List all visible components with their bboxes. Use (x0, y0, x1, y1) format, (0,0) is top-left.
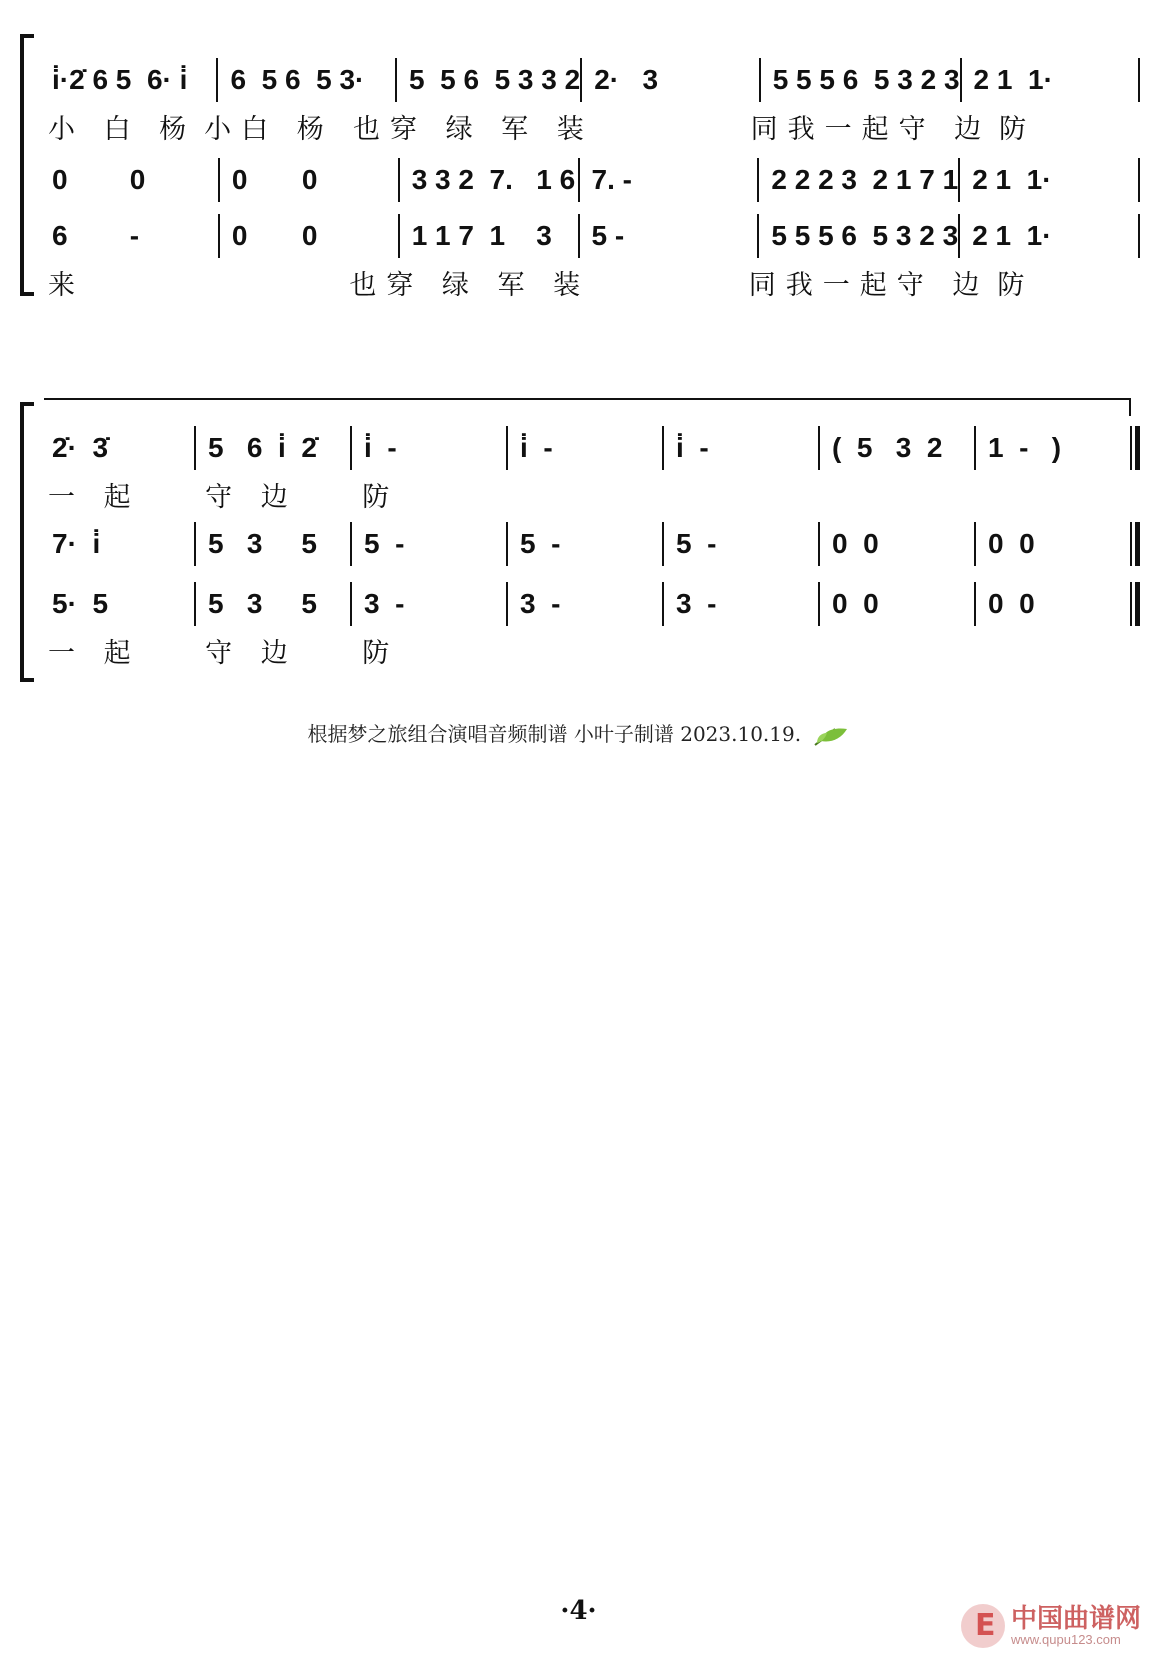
lyric: 一 起 (48, 637, 141, 669)
measure: 1 - ) (988, 432, 1062, 463)
lyric: 守 边 (205, 481, 298, 513)
lyric: 也穿 绿 军 装 (353, 113, 594, 145)
measure: 0 0 (52, 164, 146, 195)
staff-alto (40, 522, 1140, 566)
credit-text: 根据梦之旅组合演唱音频制谱 小叶子制谱 2023.10.19. (307, 722, 802, 746)
measure: 6 5 6 5 3· (230, 64, 365, 95)
measure: i̇·2̇ 6 5 6· i̇ (52, 64, 188, 95)
measure: ( 5 3 2 (832, 432, 943, 463)
barline (1138, 58, 1140, 102)
measure: 0 0 (231, 220, 318, 251)
measure: 2 2 2 3 2 1 7 1 (771, 164, 959, 195)
measure: 5 5 5 6 5 3 2 3 (771, 220, 959, 251)
measure: 2 1 1· (973, 64, 1053, 95)
measure: i̇ - (676, 432, 709, 463)
measure: i̇ - (364, 432, 397, 463)
measure: 5 3 5 (208, 588, 317, 619)
measure: 0 0 (231, 164, 318, 195)
measure: 0 0 (832, 588, 879, 619)
lyric: 防 (997, 269, 1035, 301)
site-watermark (961, 1604, 1141, 1648)
staff-bass (40, 214, 1140, 258)
barline (1138, 214, 1140, 258)
final-barline (1130, 582, 1140, 626)
measure: 5 3 5 (208, 528, 317, 559)
leaf-icon (813, 725, 849, 747)
lyric: 防 (362, 637, 400, 669)
system-brace (20, 402, 32, 682)
measure: 5 - (364, 528, 405, 559)
staff-bass (40, 582, 1140, 626)
measure: 0 0 (832, 528, 879, 559)
measure: 2· 3 (594, 64, 659, 95)
lyrics-line-1 (40, 474, 1140, 514)
lyric: 守 边 (205, 637, 298, 669)
lyric: 来 (48, 269, 85, 301)
score-system-1 (0, 28, 1157, 301)
lyric: 防 (999, 113, 1037, 145)
staff-soprano (40, 58, 1140, 102)
volta-bracket (44, 398, 1131, 416)
measure: 2̇· 3̇ (52, 432, 109, 463)
measure: 3 - (364, 588, 405, 619)
lyric: 同我一起守 边 (748, 269, 990, 301)
lyric: 也穿 绿 军 装 (349, 269, 591, 301)
lyric: 一 起 (48, 481, 141, 513)
measure: 0 0 (988, 588, 1035, 619)
measure: i̇ - (520, 432, 553, 463)
staff-alto (40, 158, 1140, 202)
measure: 3 - (520, 588, 561, 619)
measure: 6 - (52, 220, 140, 251)
measure: 5 - (676, 528, 717, 559)
page-number: ·4· (560, 1596, 597, 1626)
lyrics-line-2 (40, 630, 1140, 670)
measure: 5· 5 (52, 588, 109, 619)
site-logo-icon: E (961, 1604, 1005, 1648)
final-barline (1130, 426, 1140, 470)
measure: 1 1 7 1 3 (411, 220, 552, 251)
measure: 2 1 1· (972, 164, 1052, 195)
measure: 5 - (520, 528, 561, 559)
measure: 3 3 2 7. 1 6 (411, 164, 576, 195)
lyric: 小 白 杨 (48, 113, 197, 145)
measure: 3 - (676, 588, 717, 619)
barline (1138, 158, 1140, 202)
lyrics-line-2 (40, 262, 1140, 302)
system-brace (20, 34, 32, 296)
measure: 7· i̇ (52, 528, 101, 559)
site-title: 中国曲谱网 (1010, 1603, 1141, 1634)
staff-soprano (40, 426, 1140, 470)
lyric: 防 (362, 481, 400, 513)
lyric: 小白 杨 (204, 113, 334, 145)
lyric: 同我一起守 边 (750, 113, 992, 145)
lyrics-line-1 (40, 106, 1140, 146)
score-system-2 (0, 396, 1157, 686)
measure: 5 6 i̇ 2̇ (208, 432, 317, 463)
final-barline (1130, 522, 1140, 566)
measure: 2 1 1· (972, 220, 1052, 251)
measure: 5 - (591, 220, 625, 251)
credit-line (0, 718, 1157, 747)
measure: 0 0 (988, 528, 1035, 559)
measure: 7. - (591, 164, 632, 195)
measure: 5 5 6 5 3 3 2 (408, 64, 581, 95)
site-url: www.qupu123.com (1010, 1631, 1121, 1647)
measure: 5 5 5 6 5 3 2 3 (772, 64, 960, 95)
